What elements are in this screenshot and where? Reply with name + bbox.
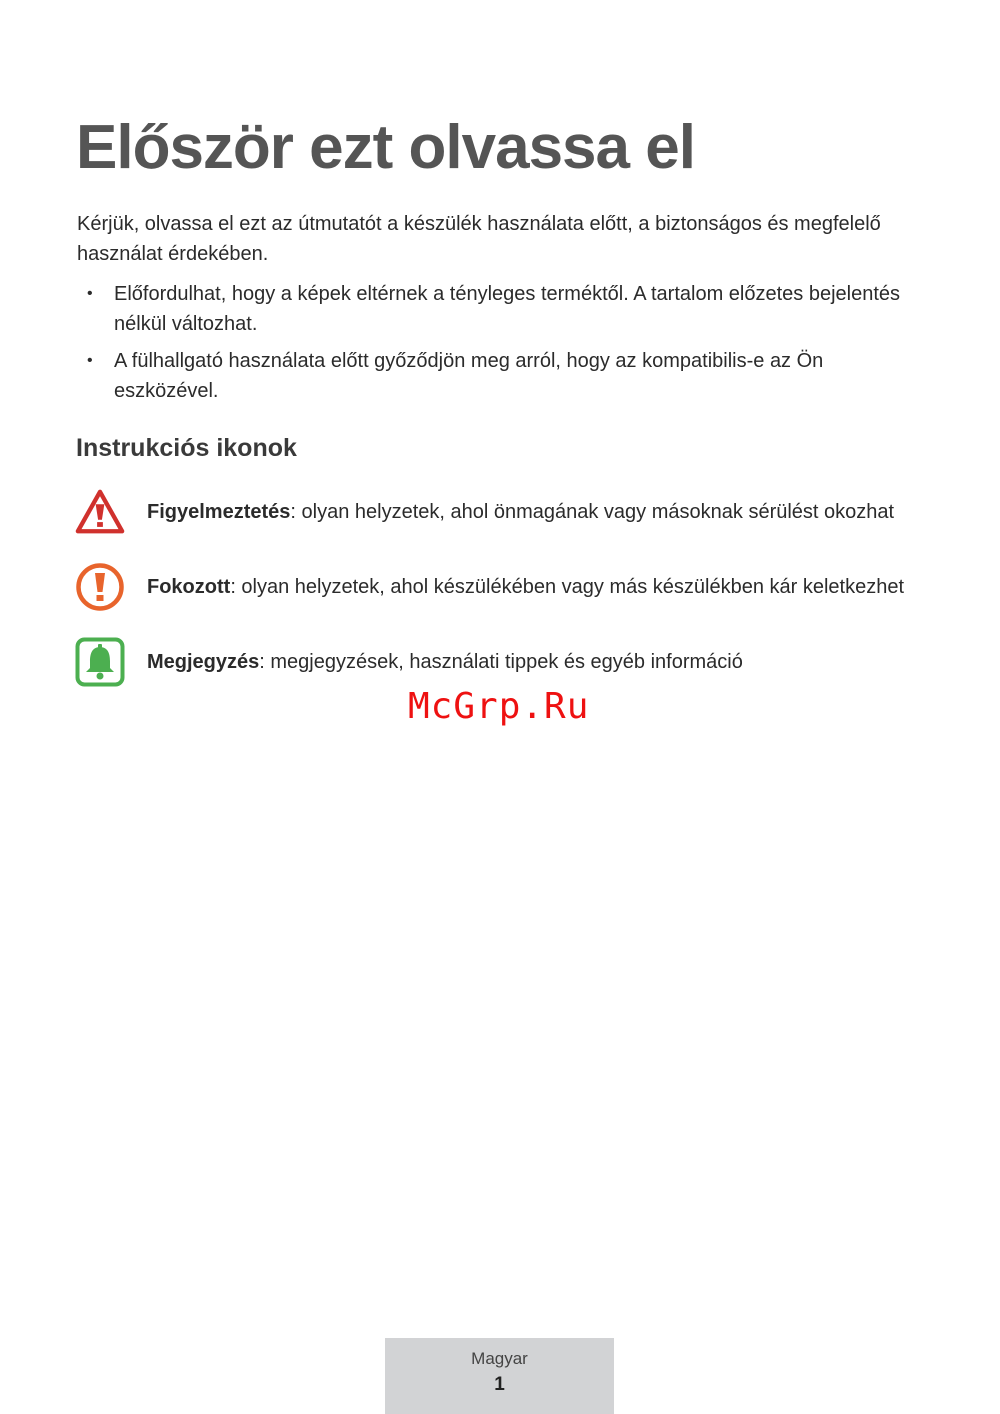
caution-exclamation-icon	[75, 562, 125, 612]
instruction-text	[147, 498, 894, 526]
instruction-text	[147, 648, 743, 676]
instruction-separator: :	[230, 576, 236, 598]
instruction-row-note	[75, 637, 935, 687]
instruction-separator: :	[259, 651, 265, 673]
notice-list	[77, 279, 927, 413]
instruction-term: Fokozott	[147, 576, 231, 598]
instruction-term: Megjegyzés	[147, 651, 260, 673]
note-bell-icon	[75, 637, 125, 687]
instruction-description: olyan helyzetek, ahol önmagának vagy másoknak sérülést okozhat	[295, 501, 895, 523]
page-footer	[385, 1338, 614, 1414]
instruction-row-warning	[75, 487, 935, 537]
instruction-description: olyan helyzetek, ahol készülékében vagy más készülékben kár keletkezhet	[235, 576, 905, 598]
watermark-text: McGrp.Ru	[408, 686, 590, 727]
list-item	[77, 279, 927, 339]
page-number: 1	[494, 1374, 505, 1395]
instruction-text	[147, 573, 904, 601]
list-item	[77, 346, 927, 406]
instruction-separator: :	[290, 501, 296, 523]
page-title: Először ezt olvassa el	[76, 113, 695, 182]
bullet-icon: •	[87, 352, 93, 369]
list-item-text: Előfordulhat, hogy a képek eltérnek a tényleges terméktől. A tartalom előzetes bejelentés nélkül változhat.	[114, 283, 901, 335]
bullet-icon: •	[87, 285, 93, 302]
instruction-row-caution	[75, 562, 935, 612]
intro-paragraph: Kérjük, olvassa el ezt az útmutatót a készülék használata előtt, a biztonságos és megfelelő használat érdekében.	[77, 213, 881, 265]
instruction-description: megjegyzések, használati tippek és egyéb információ	[264, 651, 743, 673]
instruction-term: Figyelmeztetés	[147, 501, 291, 523]
warning-triangle-icon	[75, 487, 125, 537]
list-item-text: A fülhallgató használata előtt győződjön meg arról, hogy az kompatibilis-e az Ön eszközével.	[114, 350, 824, 402]
footer-language: Magyar	[471, 1349, 528, 1368]
section-heading: Instrukciós ikonok	[76, 434, 297, 462]
